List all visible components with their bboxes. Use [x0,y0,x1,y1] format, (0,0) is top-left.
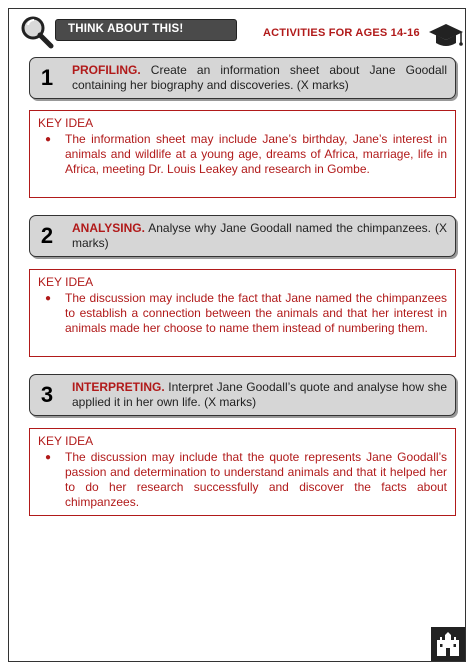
question-text [72,63,447,93]
question-keyword: INTERPRETING. [72,380,165,394]
question-keyword: PROFILING. [72,63,141,77]
key-idea-label: KEY IDEA [38,275,94,289]
question-text [72,221,447,251]
bullet-icon: ● [45,452,52,463]
answer-1-box [29,110,456,198]
castle-icon [431,627,465,661]
key-idea-label: KEY IDEA [38,434,94,448]
think-about-this-banner: THINK ABOUT THIS! [55,19,237,41]
answer-item [38,450,447,510]
question-prompt: Create an information sheet about Jane Goodall containing her biography and discoveries. (X marks) [72,63,447,92]
search-icon [19,14,55,50]
question-number: 3 [40,382,54,407]
answer-2-box [29,269,456,357]
question-number: 1 [40,65,54,90]
answer-3-box [29,428,456,516]
answer-item [38,132,447,177]
question-2-box [29,215,456,257]
question-prompt: Analyse why Jane Goodall named the chimpanzees. (X marks) [72,221,447,250]
question-keyword: ANALYSING. [72,221,145,235]
graduation-cap-icon [428,21,464,51]
question-text [72,380,447,410]
answer-text: The discussion may include the fact that Jane named the chimpanzees to establish a connection between the animals and that her interest in animals made her choose to name them instead of numbering them. [65,291,447,335]
worksheet-page [8,8,466,662]
activities-for-ages: ACTIVITIES FOR AGES 14-16 [263,27,420,39]
question-prompt: Interpret Jane Goodall’s quote and analyse how she applied it in her own life. (X marks) [72,380,447,409]
header [9,9,465,53]
question-1-box [29,57,456,99]
answer-item [38,291,447,336]
bullet-icon: ● [45,293,52,304]
bullet-icon: ● [45,134,52,145]
question-3-box [29,374,456,416]
answer-text: The information sheet may include Jane’s birthday, Jane’s interest in animals and wildlife at a young age, dreams of Africa, marriage, life in Africa, meeting Dr. Louis Leakey and research in Gombe. [65,132,447,176]
answer-text: The discussion may include that the quote represents Jane Goodall’s passion and determination to understand animals and that it helped her to do her research successfully and discover the facts about chimpanzees. [65,450,447,509]
question-number: 2 [40,223,54,248]
key-idea-label: KEY IDEA [38,116,94,130]
